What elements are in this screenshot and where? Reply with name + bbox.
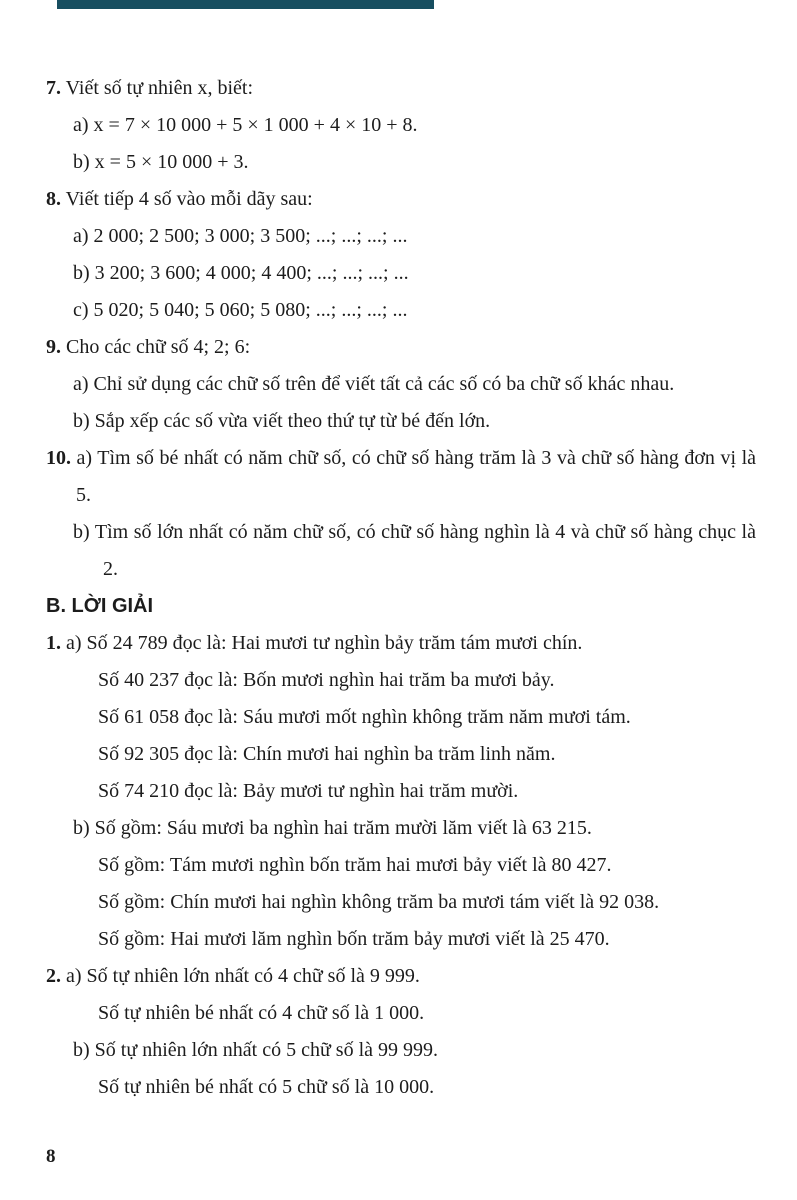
continuation-line (46, 921, 756, 958)
sub-item (46, 810, 756, 847)
sub-item (46, 403, 756, 440)
exercise-item (46, 329, 756, 366)
line-text: Số 61 058 đọc là: Sáu mươi mốt nghìn không trăm năm mươi tám. (98, 706, 631, 728)
continuation-line (46, 773, 756, 810)
sub-item (46, 514, 756, 588)
item-number: 9. (46, 336, 61, 358)
sub-item-label: b) (73, 521, 90, 543)
continuation-line (46, 884, 756, 921)
line-text: Số 24 789 đọc là: Hai mươi tư nghìn bảy trăm tám mươi chín. (86, 632, 583, 654)
line-text: Viết số tự nhiên x, biết: (65, 77, 254, 99)
line-text: Số gồm: Hai mươi lăm nghìn bốn trăm bảy mươi viết là 25 470. (98, 928, 610, 950)
line-text: Số tự nhiên bé nhất có 4 chữ số là 1 000. (98, 1002, 425, 1024)
line-text: Số tự nhiên lớn nhất có 5 chữ số là 99 999. (94, 1039, 439, 1061)
continuation-line (46, 699, 756, 736)
sub-item-label: b) (73, 817, 90, 839)
line-text: B. LỜI GIẢI (46, 595, 154, 617)
line-text: Viết tiếp 4 số vào mỗi dãy sau: (65, 188, 313, 210)
line-text: Chỉ sử dụng các chữ số trên để viết tất cả các số có ba chữ số khác nhau. (93, 373, 675, 395)
sub-item-label: a) (66, 632, 82, 654)
item-number: 10. (46, 447, 71, 469)
exercise-item (46, 70, 756, 107)
line-text: Tìm số bé nhất có năm chữ số, có chữ số hàng trăm là 3 và chữ số hàng đơn vị là 5. (76, 447, 757, 506)
exercise-item (46, 958, 756, 995)
line-text: x = 7 × 10 000 + 5 × 1 000 + 4 × 10 + 8. (93, 114, 418, 136)
sub-item-label: a) (73, 114, 89, 136)
sub-item-label: c) (73, 299, 89, 321)
header-bar (57, 0, 434, 9)
continuation-line (46, 847, 756, 884)
sub-item (46, 144, 756, 181)
line-text: 3 200; 3 600; 4 000; 4 400; ...; ...; ...; ... (94, 262, 409, 284)
sub-item (46, 218, 756, 255)
document-content (46, 70, 756, 1106)
continuation-line (46, 1069, 756, 1106)
item-number: 8. (46, 188, 61, 210)
page-number: 8 (46, 1146, 56, 1167)
exercise-item (46, 625, 756, 662)
sub-item (46, 1032, 756, 1069)
sub-item-label: b) (73, 262, 90, 284)
line-text: x = 5 × 10 000 + 3. (94, 151, 249, 173)
exercise-item (46, 181, 756, 218)
line-text: 5 020; 5 040; 5 060; 5 080; ...; ...; ...; ... (93, 299, 408, 321)
line-text: Số gồm: Sáu mươi ba nghìn hai trăm mười lăm viết là 63 215. (94, 817, 592, 839)
item-number: 2. (46, 965, 61, 987)
sub-item-label: a) (66, 965, 82, 987)
section-heading (46, 588, 756, 625)
sub-item-label: a) (76, 447, 93, 469)
sub-item (46, 255, 756, 292)
line-text: Số 40 237 đọc là: Bốn mươi nghìn hai trăm ba mươi bảy. (98, 669, 555, 691)
item-number: 1. (46, 632, 61, 654)
line-text: Số 74 210 đọc là: Bảy mươi tư nghìn hai trăm mười. (98, 780, 519, 802)
line-text: Sắp xếp các số vừa viết theo thứ tự từ bé đến lớn. (94, 410, 491, 432)
sub-item (46, 292, 756, 329)
line-text: Số gồm: Chín mươi hai nghìn không trăm ba mươi tám viết là 92 038. (98, 891, 660, 913)
line-text: Số 92 305 đọc là: Chín mươi hai nghìn ba trăm linh năm. (98, 743, 556, 765)
line-text: Cho các chữ số 4; 2; 6: (66, 336, 251, 358)
continuation-line (46, 662, 756, 699)
continuation-line (46, 995, 756, 1032)
sub-item (46, 107, 756, 144)
item-number: 7. (46, 77, 61, 99)
sub-item-label: a) (73, 373, 89, 395)
sub-item (46, 366, 756, 403)
line-text: Số tự nhiên bé nhất có 5 chữ số là 10 000. (98, 1076, 435, 1098)
line-text: Tìm số lớn nhất có năm chữ số, có chữ số hàng nghìn là 4 và chữ số hàng chục là 2. (94, 521, 756, 580)
line-text: Số gồm: Tám mươi nghìn bốn trăm hai mươi bảy viết là 80 427. (98, 854, 612, 876)
sub-item-label: b) (73, 151, 90, 173)
sub-item-label: a) (73, 225, 89, 247)
sub-item-label: b) (73, 410, 90, 432)
line-text: 2 000; 2 500; 3 000; 3 500; ...; ...; ...; ... (93, 225, 408, 247)
exercise-item (46, 440, 756, 514)
continuation-line (46, 736, 756, 773)
line-text: Số tự nhiên lớn nhất có 4 chữ số là 9 999. (86, 965, 420, 987)
sub-item-label: b) (73, 1039, 90, 1061)
